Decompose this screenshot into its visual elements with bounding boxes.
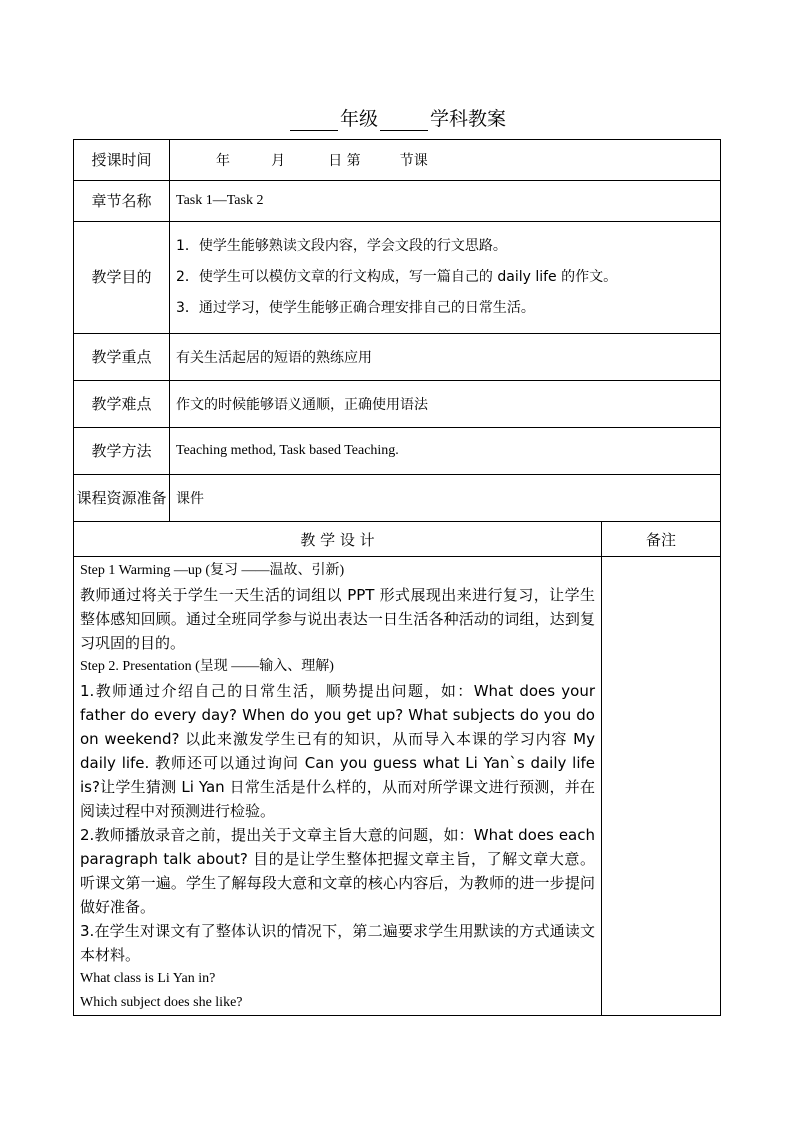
design-paragraph: 2.教师播放录音之前，提出关于文章主旨大意的问题，如：What does each paragraph talk about? 目的是让学生整体把握文章主旨，了解文章大意。听课文第一遍。学生了解每段大意和文章的核心内容后，为教师的进一步提问做好准备。	[80, 826, 595, 916]
difficulty-label: 教学难点	[74, 381, 170, 428]
goals-label: 教学目的	[74, 222, 170, 334]
method-label: 教学方法	[74, 428, 170, 475]
time-label: 授课时间	[74, 140, 170, 181]
lesson-plan-table	[73, 139, 721, 1016]
design-paragraph: 3.在学生对课文有了整体认识的情况下，第二遍要求学生用默读的方式通读文本材料。	[80, 922, 595, 964]
design-question: Which subject does she like?	[80, 995, 243, 1010]
time-value: 年 月 日 第 节课	[170, 140, 721, 181]
subject-blank	[380, 110, 428, 131]
design-header: 教 学 设 计	[74, 522, 602, 557]
resources-value: 课件	[170, 475, 721, 522]
goal-item: 1．使学生能够熟读文段内容，学会文段的行文思路。	[176, 238, 507, 254]
row-resources	[74, 475, 721, 522]
row-design-body	[74, 557, 721, 1016]
design-step: Step 1 Warming —up (复习 ——温故、引新)	[80, 563, 345, 578]
row-goals	[74, 222, 721, 334]
focus-value: 有关生活起居的短语的熟练应用	[170, 334, 721, 381]
grade-blank	[290, 110, 338, 131]
notes-cell	[602, 557, 721, 1016]
design-question: What class is Li Yan in?	[80, 971, 216, 986]
row-design-header	[74, 522, 721, 557]
goal-item: 3．通过学习，使学生能够正确合理安排自己的日常生活。	[176, 300, 535, 316]
goals-value	[170, 222, 721, 334]
row-chapter	[74, 181, 721, 222]
design-paragraph: 教师通过将关于学生一天生活的词组以 PPT 形式展现出来进行复习，让学生整体感知回顾。通过全班同学参与说出表达一日生活各种活动的词组，达到复习巩固的目的。	[80, 586, 595, 652]
focus-label: 教学重点	[74, 334, 170, 381]
design-step: Step 2. Presentation (呈现 ——输入、理解)	[80, 659, 334, 674]
design-paragraph: 1.教师通过介绍自己的日常生活，顺势提出问题，如：What does your father do every day? When do you get up? What subjects do you do on weekend? 以此来激发学生已有的知识，从而导入本课的学习内容 My daily life. 教师还可以通过询问 Can you guess what Li Yan`s daily life is?让学生猜测 Li Yan 日常生活是什么样的，从而对所学课文进行预测，并在阅读过程中对预测进行检验。	[80, 682, 595, 820]
notes-header: 备注	[602, 522, 721, 557]
chapter-value: Task 1—Task 2	[170, 181, 721, 222]
row-focus	[74, 334, 721, 381]
design-content	[74, 557, 602, 1016]
page-title: 年级 学科教案	[0, 104, 794, 131]
row-method	[74, 428, 721, 475]
difficulty-value: 作文的时候能够语义通顺，正确使用语法	[170, 381, 721, 428]
chapter-label: 章节名称	[74, 181, 170, 222]
row-time	[74, 140, 721, 181]
resources-label: 课程资源准备	[74, 475, 170, 522]
row-difficulty	[74, 381, 721, 428]
method-value: Teaching method, Task based Teaching.	[170, 428, 721, 475]
goal-item: 2．使学生可以模仿文章的行文构成，写一篇自己的 daily life 的作文。	[176, 269, 618, 285]
